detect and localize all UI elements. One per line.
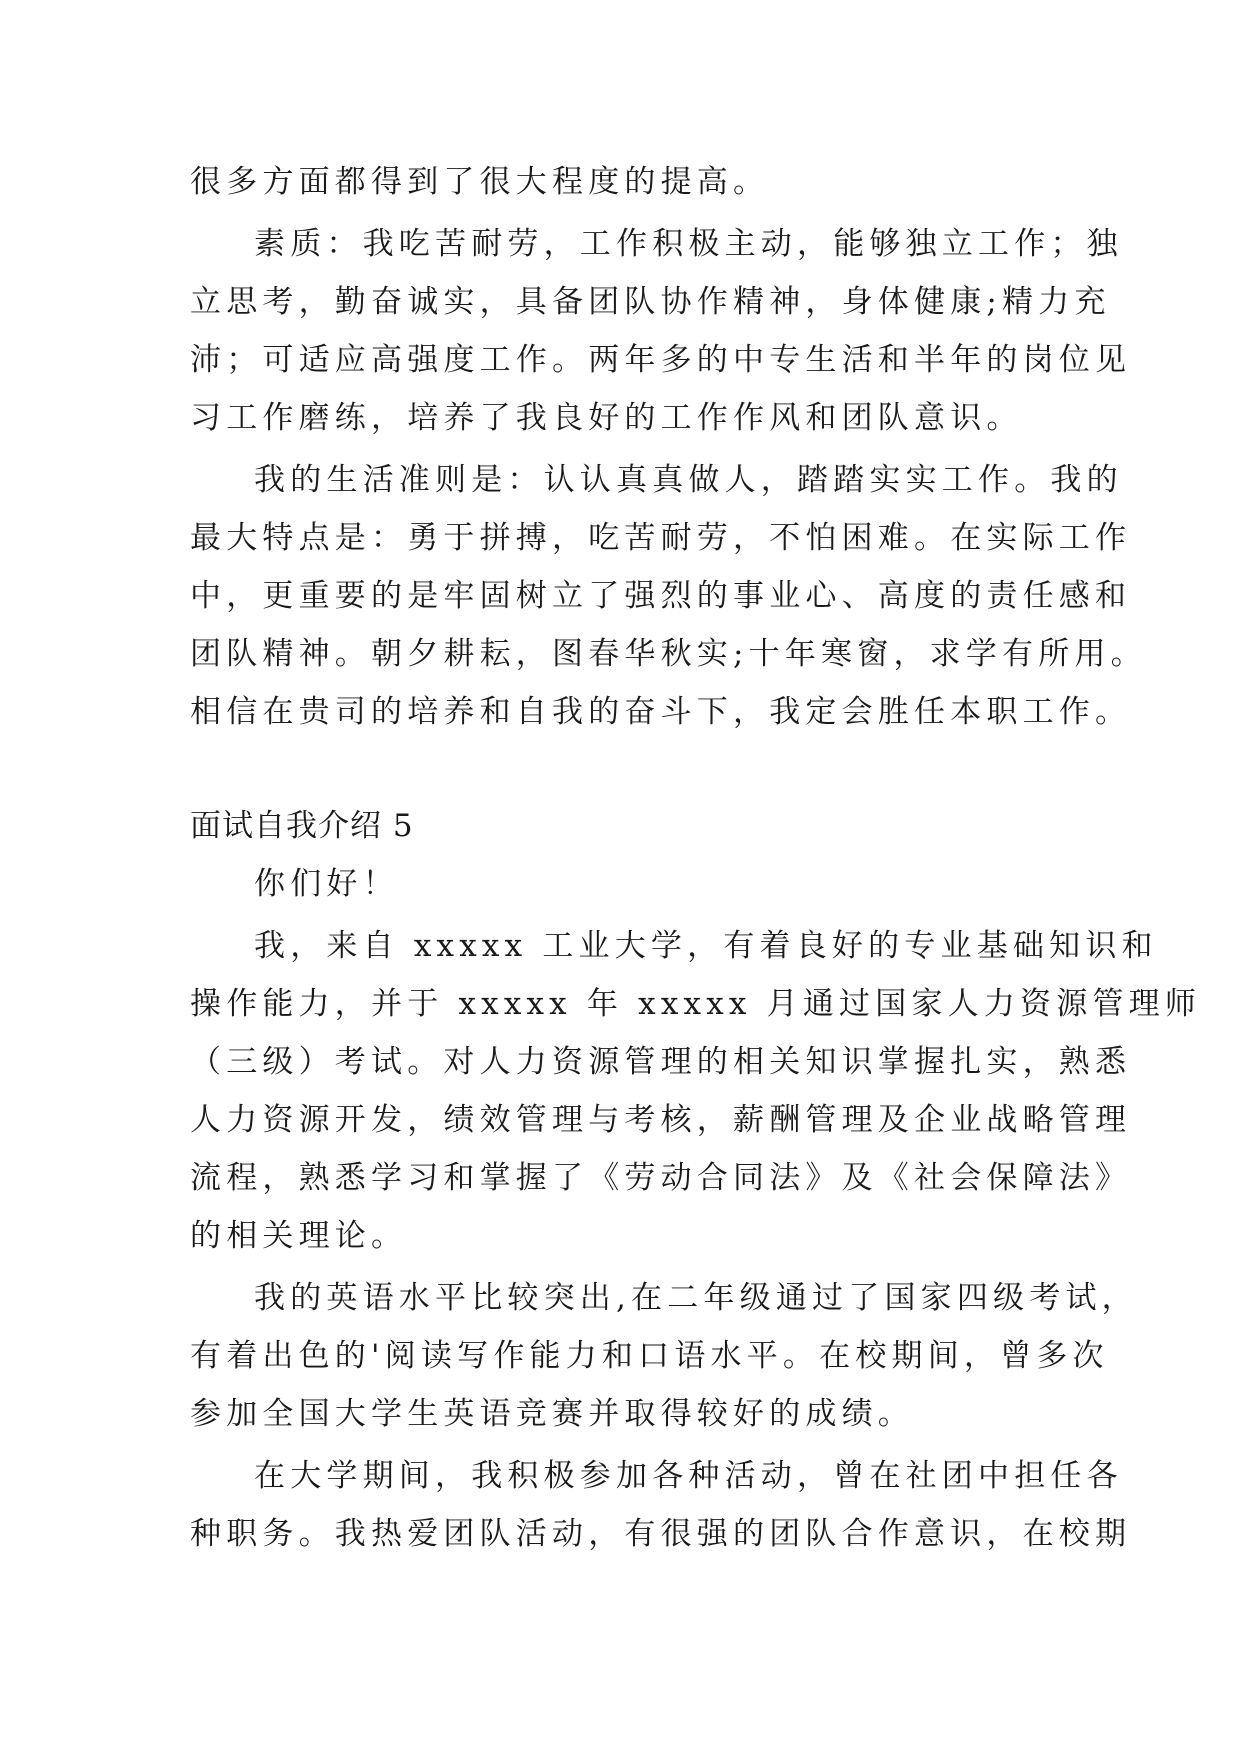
paragraph-line: 很多方面都得到了很大程度的提高。 [190, 164, 770, 200]
section-heading: 面试自我介绍 5 [190, 808, 414, 844]
paragraph-line: 我的英语水平比较突出,在二年级通过了国家四级考试， [254, 1280, 1138, 1316]
paragraph-line: （三级）考试。对人力资源管理的相关知识掌握扎实，熟悉 [190, 1044, 1132, 1080]
paragraph-line: 人力资源开发，绩效管理与考核，薪酬管理及企业战略管理 [190, 1102, 1132, 1138]
paragraph-line: 参加全国大学生英语竞赛并取得较好的成绩。 [190, 1396, 914, 1432]
paragraph-line: 最大特点是：勇于拼搏，吃苦耐劳，不怕困难。在实际工作 [190, 520, 1132, 556]
paragraph-line: 立思考，勤奋诚实，具备团队协作精神，身体健康;精力充 [190, 284, 1111, 320]
paragraph-line: 种职务。我热爱团队活动，有很强的团队合作意识，在校期 [190, 1516, 1132, 1552]
paragraph-line: 流程，熟悉学习和掌握了《劳动合同法》及《社会保障法》 [190, 1160, 1132, 1196]
paragraph-line: 相信在贵司的培养和自我的奋斗下，我定会胜任本职工作。 [190, 694, 1132, 730]
paragraph-line: 中，更重要的是牢固树立了强烈的事业心、高度的责任感和 [190, 578, 1132, 614]
paragraph-line: 有着出色的'阅读写作能力和口语水平。在校期间，曾多次 [190, 1338, 1109, 1374]
greeting-line: 你们好！ [254, 866, 399, 902]
paragraph-line: 沛；可适应高强度工作。两年多的中专生活和半年的岗位见 [190, 342, 1132, 378]
paragraph-line: 的相关理论。 [190, 1218, 408, 1254]
paragraph-line: 素质：我吃苦耐劳，工作积极主动，能够独立工作；独 [254, 226, 1123, 262]
paragraph-line: 我的生活准则是：认认真真做人，踏踏实实工作。我的 [254, 462, 1123, 498]
paragraph-line: 在大学期间，我积极参加各种活动，曾在社团中担任各 [254, 1458, 1123, 1494]
paragraph-line: 团队精神。朝夕耕耘，图春华秋实;十年寒窗，求学有所用。 [190, 636, 1147, 672]
paragraph-line: 我，来自 xxxxx 工业大学，有着良好的专业基础知识和 [254, 928, 1158, 964]
paragraph-line: 操作能力，并于 xxxxx 年 xxxxx 月通过国家人力资源管理师 [190, 986, 1202, 1022]
paragraph-line: 习工作磨练，培养了我良好的工作作风和团队意识。 [190, 400, 1023, 436]
